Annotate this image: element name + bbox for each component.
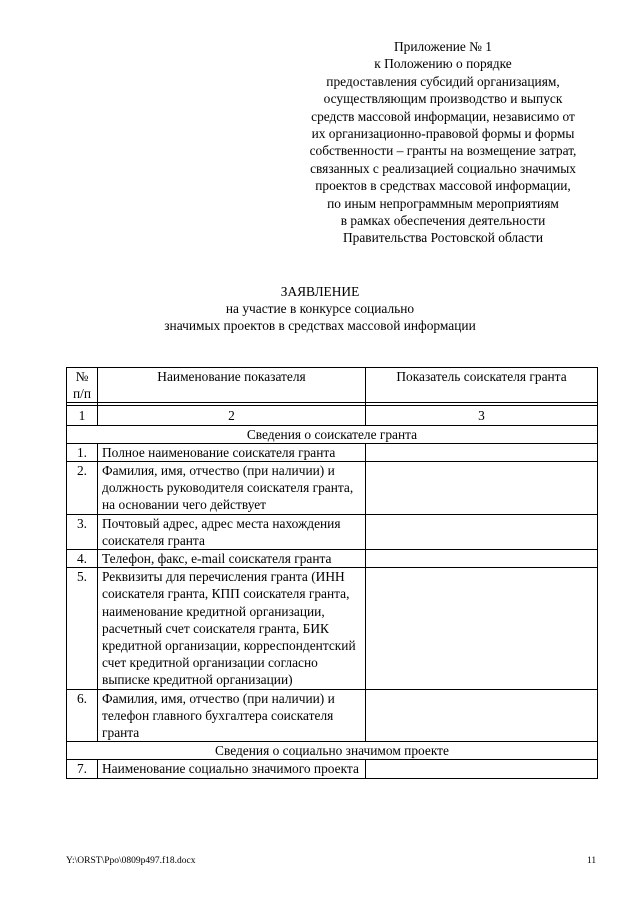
column-index: 3 [366, 406, 598, 425]
table-header-row [67, 368, 598, 403]
row-label: Реквизиты для перечисления гранта (ИНН соискателя гранта, КПП соискателя гранта, наименование кредитной организации, расчетный счет соискателя гранта, БИК кредитной организации, корреспондентский счет кредитной организации согласно выписке кредитной организации) [98, 568, 366, 689]
annex-line: по иным непрограммным мероприятиям [327, 195, 559, 211]
row-num: 5. [67, 568, 98, 689]
document-subtitle-line: на участие в конкурсе социально [225, 301, 415, 316]
row-value-cell[interactable] [366, 550, 598, 568]
row-label: Телефон, факс, e-mail соискателя гранта [98, 550, 366, 568]
annex-line: связанных с реализацией социально значимых [310, 160, 576, 176]
annex-line: Приложение № 1 [393, 39, 493, 54]
row-value-cell[interactable] [366, 443, 598, 461]
annex-line: осуществляющим производство и выпуск [323, 91, 563, 107]
document-subtitle-line: значимых проектов в средствах массовой информации [164, 318, 476, 333]
document-heading [0, 283, 640, 334]
header-name: Наименование показателя [98, 368, 366, 403]
table-row [67, 514, 598, 549]
table-row [67, 550, 598, 568]
row-label: Фамилия, имя, отчество (при наличии) и должность руководителя соискателя гранта, на основании чего действует [98, 462, 366, 515]
footer-page-number: 11 [587, 856, 597, 866]
row-num: 2. [67, 462, 98, 515]
header-value: Показатель соискателя гранта [366, 368, 598, 403]
column-index: 1 [67, 406, 98, 425]
annex-line: в рамках обеспечения деятельности [340, 213, 546, 229]
row-value-cell[interactable] [366, 514, 598, 549]
footer-file-path: Y:\ORST\Ppo\0809p497.f18.docx [66, 856, 196, 866]
row-value-cell[interactable] [366, 462, 598, 515]
section-row [67, 425, 598, 443]
column-index-row [67, 406, 598, 425]
row-num: 4. [67, 550, 98, 568]
row-value-cell[interactable] [366, 568, 598, 689]
annex-line: к Положению о порядке [374, 56, 512, 72]
header-num: № п/п [67, 368, 98, 403]
table-row [67, 462, 598, 515]
row-num: 7. [67, 760, 98, 778]
application-table [66, 367, 598, 779]
section-title: Сведения о соискателе гранта [67, 425, 598, 443]
table-row [67, 568, 598, 689]
annex-line: предоставления субсидий организациям, [326, 73, 560, 89]
row-num: 1. [67, 443, 98, 461]
table-row [67, 760, 598, 778]
document-title: ЗАЯВЛЕНИЕ [280, 284, 360, 299]
row-value-cell[interactable] [366, 760, 598, 778]
row-num: 3. [67, 514, 98, 549]
annex-line: их организационно-правовой формы и формы [311, 126, 575, 142]
annex-header [268, 38, 618, 247]
annex-line: собственности – гранты на возмещение затрат, [309, 143, 577, 159]
row-label: Наименование социально значимого проекта [98, 760, 366, 778]
row-value-cell[interactable] [366, 689, 598, 742]
section-title: Сведения о социально значимом проекте [67, 742, 598, 760]
annex-line: средств массовой информации, независимо от [311, 108, 575, 124]
section-row [67, 742, 598, 760]
row-label: Почтовый адрес, адрес места нахождения соискателя гранта [98, 514, 366, 549]
row-label: Фамилия, имя, отчество (при наличии) и телефон главного бухгалтера соискателя гранта [98, 689, 366, 742]
table-row [67, 689, 598, 742]
column-index: 2 [98, 406, 366, 425]
annex-line: Правительства Ростовской области [342, 230, 544, 246]
row-num: 6. [67, 689, 98, 742]
row-label: Полное наименование соискателя гранта [98, 443, 366, 461]
table-row [67, 443, 598, 461]
annex-line: проектов в средствах массовой информации, [315, 178, 571, 194]
